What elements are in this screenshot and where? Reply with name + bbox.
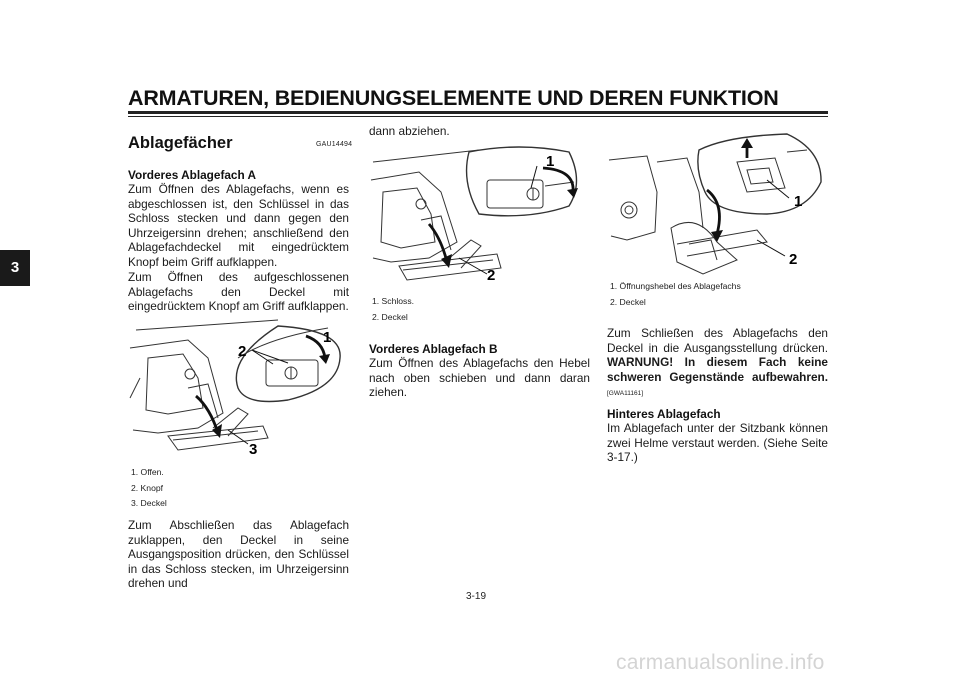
caption-a-2: 2. Knopf — [131, 482, 164, 493]
section-title: Ablagefächer — [128, 134, 233, 152]
caption-a-3: 3. Deckel — [131, 498, 167, 508]
figure-lock-label-1: 1 — [546, 153, 555, 170]
caption-b-2: 2. Deckel — [610, 296, 646, 307]
figure-lock-label-2: 2 — [487, 267, 496, 284]
rear-compartment-title: Hinteres Ablagefach — [607, 407, 721, 421]
paragraph-close-a: Zum Abschließen das Ablagefach zuklappen, den Deckel in seine Ausgangsposition drücken, den Schlüssel in das Schloss stecken, im Uhrzeigersinn drehen und — [128, 518, 349, 591]
front-compartment-b-title: Vorderes Ablagefach B — [369, 342, 498, 356]
header-rule-thick — [128, 111, 828, 114]
paragraph-open-b: Zum Öffnen des Ablagefachs den Hebel nach oben schieben und dann daran ziehen. — [369, 356, 590, 400]
figure-a-captions — [131, 465, 167, 512]
figure-b-label-1: 1 — [794, 193, 803, 210]
paragraph-close-b — [607, 326, 828, 402]
figure-front-compartment-b — [607, 132, 829, 278]
figure-front-compartment-a — [128, 318, 350, 460]
paragraph-open-a-unlocked: Zum Öffnen des aufgeschlossenen Ablagefachs den Deckel mit eingedrücktem Knopf am Griff aufklappen. — [128, 270, 349, 314]
page-number: 3-19 — [466, 591, 487, 602]
paragraph-rear: Im Ablagefach unter der Sitzbank können zwei Helme verstaut werden. (Siehe Seite 3-17.) — [607, 421, 828, 465]
warning-code: [GWA11161] — [607, 390, 644, 398]
front-compartment-a-title: Vorderes Ablagefach A — [128, 168, 257, 182]
paragraph-close-b-text: Zum Schließen des Ablagefachs den Deckel in die Ausgangsstellung drücken. — [607, 326, 828, 355]
figure-a-label-3: 3 — [249, 441, 258, 458]
caption-b-1: 1. Öffnungshebel des Ablagefachs — [610, 281, 741, 291]
caption-lock-1: 1. Schloss. — [372, 296, 415, 306]
page-header-title: ARMATUREN, BEDIENUNGSELEMENTE UND DEREN FUNKTION — [128, 86, 779, 110]
figure-b-label-2: 2 — [789, 251, 798, 268]
figure-b-captions — [610, 279, 741, 310]
caption-lock-2: 2. Deckel — [372, 311, 408, 322]
header-rule-thin — [128, 116, 828, 117]
caption-a-1: 1. Offen. — [131, 467, 164, 477]
paragraph-continued: dann abziehen. — [369, 124, 450, 138]
chapter-tab: 3 — [0, 250, 30, 286]
figure-a-label-1: 1 — [323, 329, 332, 346]
warning-text: WARNUNG! In diesem Fach keine schweren Gegenstände aufbewahren. — [607, 355, 828, 384]
figure-front-compartment-a-lock — [369, 142, 591, 290]
paragraph-open-a: Zum Öffnen des Ablagefachs, wenn es abgeschlossen ist, den Schlüssel in das Schloss stecken und dann gegen den Uhrzeigersinn drehen; anschließend den Ablagefachdeckel mit eingedrücktem Knopf beim Griff aufklappen. — [128, 182, 349, 269]
section-code: GAU14494 — [316, 141, 353, 148]
figure-a-label-2: 2 — [238, 343, 247, 360]
watermark: carmanualsonline.info — [616, 651, 825, 674]
figure-lock-captions — [372, 294, 414, 325]
